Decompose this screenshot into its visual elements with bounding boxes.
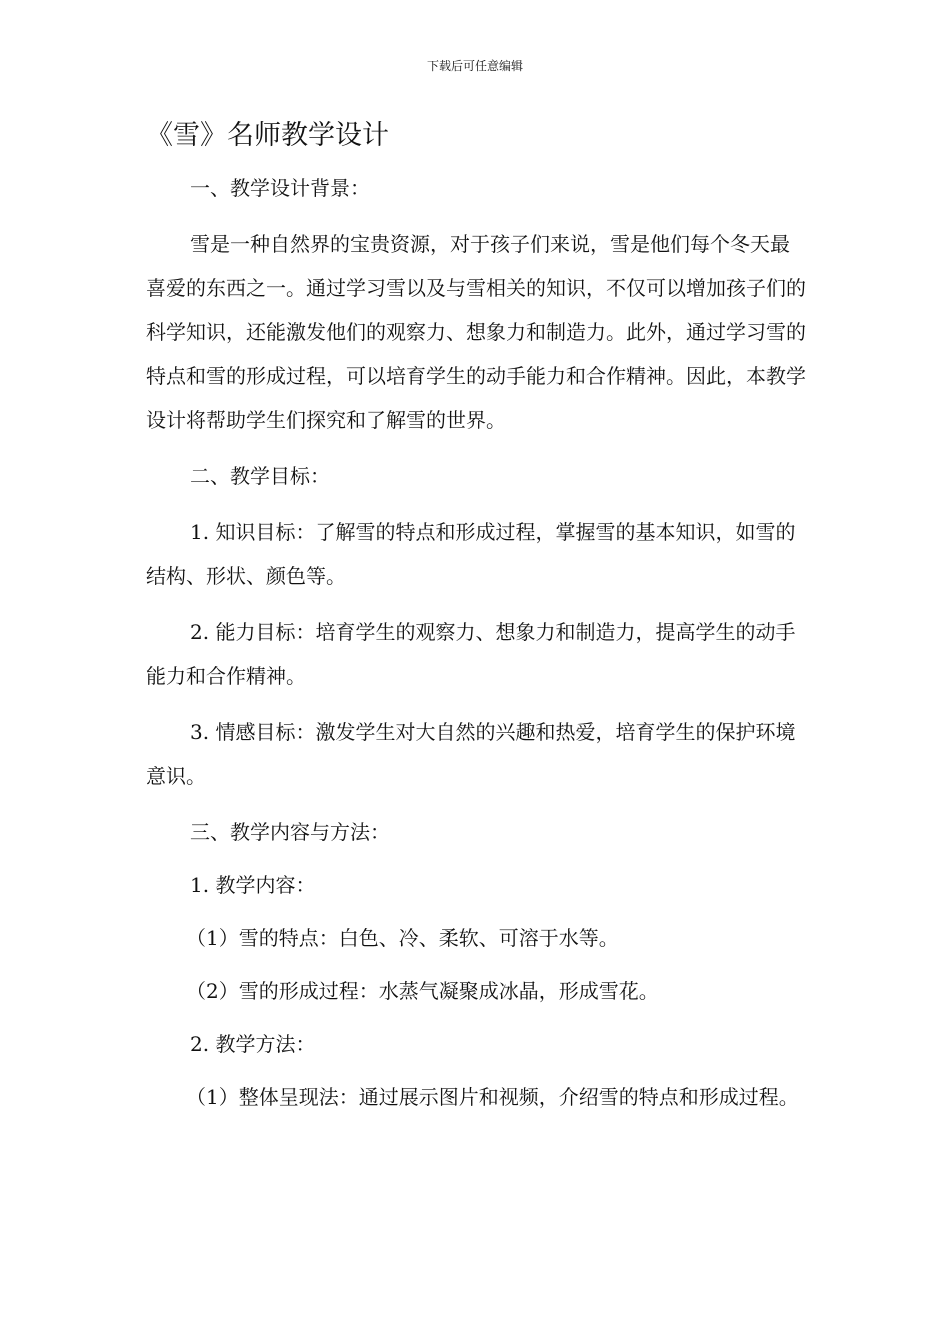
objective-ability: 2. 能力目标：培育学生的观察力、想象力和制造力，提高学生的动手能力和合作精神。: [146, 620, 796, 688]
objective-emotion: 3. 情感目标：激发学生对大自然的兴趣和热爱，培育学生的保护环境意识。: [146, 720, 796, 788]
section-heading-objectives: 二、教学目标：: [190, 464, 330, 488]
list-item-snow-features: （1）雪的特点：白色、冷、柔软、可溶于水等。: [186, 926, 619, 950]
objective-knowledge: 1. 知识目标：了解雪的特点和形成过程，掌握雪的基本知识，如雪的结构、形状、颜色等。: [146, 520, 796, 588]
section-heading-background: 一、教学设计背景：: [190, 176, 370, 200]
document-body: [146, 166, 806, 1119]
list-item-teaching-content: 1. 教学内容：: [190, 873, 316, 897]
header-note: 下载后可任意编辑: [426, 59, 523, 73]
list-item-snow-formation: （2）雪的形成过程：水蒸气凝聚成冰晶，形成雪花。: [186, 979, 659, 1003]
section-heading-content-methods: 三、教学内容与方法：: [190, 820, 390, 844]
list-item-teaching-methods: 2. 教学方法：: [190, 1032, 316, 1056]
list-item-presentation-method: （1）整体呈现法：通过展示图片和视频，介绍雪的特点和形成过程。: [186, 1085, 799, 1109]
background-paragraph: 雪是一种自然界的宝贵资源，对于孩子们来说，雪是他们每个冬天最喜爱的东西之一。通过学习雪以及与雪相关的知识，不仅可以增加孩子们的科学知识，还能激发他们的观察力、想象力和制造力。此外，通过学习雪的特点和雪的形成过程，可以培育学生的动手能力和合作精神。因此，本教学设计将帮助学生们探究和了解雪的世界。: [146, 232, 806, 432]
document-title: 《雪》名师教学设计: [146, 120, 389, 151]
